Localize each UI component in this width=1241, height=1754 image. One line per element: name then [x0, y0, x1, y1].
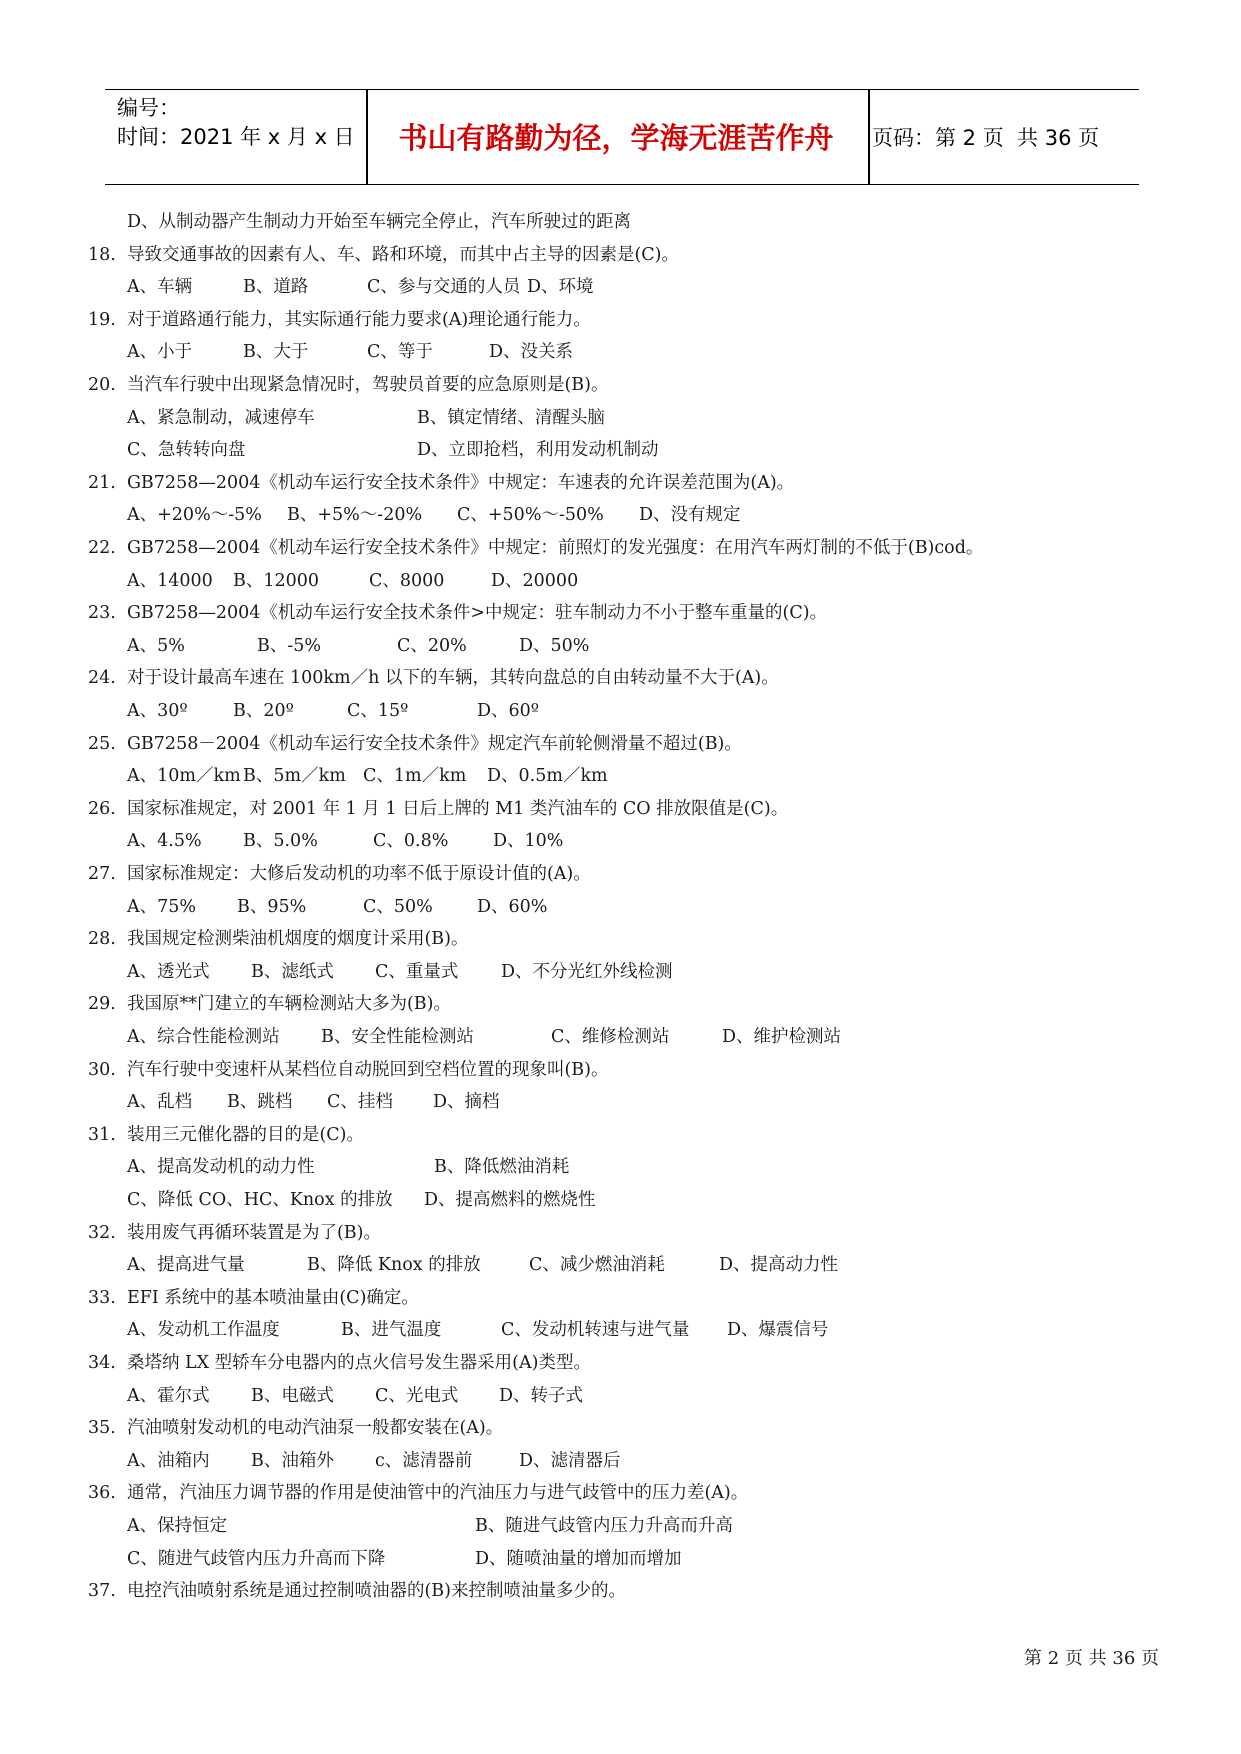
option-choice: D、环境 [527, 277, 594, 298]
header-divider [868, 90, 870, 184]
option-choice: B、随进气歧管内压力升高而升高 [475, 1516, 733, 1536]
option-choice: B、电磁式 [251, 1385, 334, 1406]
header-divider [366, 90, 368, 184]
option-choice: C、50% [363, 896, 433, 917]
question-stem: 37. 电控汽油喷射系统是通过控制喷油器的(B)来控制喷油量多少的。 [88, 1581, 626, 1602]
question-stem: 25. GB7258－2004《机动车运行安全技术条件》规定汽车前轮侧滑量不超过(B)。 [88, 733, 742, 754]
option-choice: B、跳档 [227, 1092, 293, 1113]
option-choice: C、等于 [367, 342, 433, 363]
option-choice: C、发动机转速与进气量 [501, 1320, 690, 1341]
option-choice: D、没有规定 [639, 505, 741, 526]
option-choice: A、发动机工作温度 [127, 1320, 280, 1341]
option-choice: C、8000 [369, 570, 445, 591]
option-choice: D、随喷油量的增加而增加 [475, 1548, 682, 1569]
option-choice: D、10% [493, 831, 564, 852]
option-choice: C、重量式 [375, 961, 459, 982]
option-choice: A、透光式 [127, 961, 210, 982]
option-choice: B、5m／km [243, 766, 346, 787]
option-choice: C、减少燃油消耗 [529, 1255, 665, 1276]
option-choice: D、20000 [491, 570, 579, 591]
page-header [105, 89, 1139, 185]
option-choice: D、转子式 [499, 1385, 584, 1406]
question-stem: 20. 当汽车行驶中出现紧急情况时，驾驶员首要的应急原则是(B)。 [88, 375, 609, 395]
question-stem: 29. 我国原**门建立的车辆检测站大多为(B)。 [88, 994, 451, 1015]
option-choice: A、75% [127, 896, 197, 917]
option-choice: D、60% [477, 896, 548, 917]
option-choice: B、12000 [233, 570, 320, 591]
option-choice: B、降低 Knox 的排放 [307, 1255, 481, 1276]
question-stem: 32. 装用废气再循环装置是为了(B)。 [88, 1222, 381, 1243]
option-choice: A、霍尔式 [127, 1385, 210, 1406]
option-choice: A、保持恒定 [127, 1516, 228, 1536]
option-choice: C、20% [397, 635, 467, 656]
option-choice: A、30º [127, 701, 188, 721]
option-choice: C、参与交通的人员 [367, 277, 521, 298]
question-stem: 31. 装用三元催化器的目的是(C)。 [88, 1124, 365, 1145]
question-stem: 24. 对于设计最高车速在 100km／h 以下的车辆，其转向盘总的自由转动量不大于(A)。 [88, 668, 779, 689]
option-choice: A、5% [127, 635, 185, 656]
question-stem: 22. GB7258—2004《机动车运行安全技术条件》中规定：前照灯的发光强度：在用汽车两灯制的不低于(B)cod。 [88, 538, 984, 558]
option-choice: c、滤清器前 [375, 1450, 473, 1471]
option-choice: C、1m／km [363, 766, 467, 787]
option-choice: B、油箱外 [251, 1450, 334, 1471]
option-choice: D、维护检测站 [722, 1027, 842, 1047]
question-stem: 36. 通常，汽油压力调节器的作用是使油管中的汽油压力与进气歧管中的压力差(A)。 [88, 1483, 749, 1504]
option-choice: D、提高动力性 [719, 1255, 839, 1276]
option-choice: D、爆震信号 [727, 1320, 829, 1341]
option-choice: B、-5% [257, 635, 322, 656]
option-choice: A、综合性能检测站 [127, 1027, 280, 1047]
option-choice: D、没关系 [489, 342, 574, 363]
option-choice: B、+5%～-20% [287, 505, 423, 526]
option-choice: A、提高进气量 [127, 1255, 245, 1276]
option-choice: A、油箱内 [127, 1450, 210, 1471]
question-stem: 30. 汽车行驶中变速杆从某档位自动脱回到空档位置的现象叫(B)。 [88, 1059, 609, 1080]
option-choice: B、20º [233, 701, 294, 721]
header-page-info: 页码：第 2 页 共 36 页 [872, 126, 1100, 150]
question-stem: 35. 汽油喷射发动机的电动汽油泵一般都安装在(A)。 [88, 1418, 504, 1439]
option-choice: B、95% [237, 896, 307, 917]
option-choice: D、0.5m／km [487, 766, 608, 787]
option-choice: D、滤清器后 [519, 1450, 621, 1471]
option-choice: C、光电式 [375, 1385, 459, 1406]
option-choice: A、小于 [127, 342, 193, 363]
option-choice: A、14000 [127, 570, 213, 591]
option-choice: D、不分光红外线检测 [501, 961, 673, 982]
option-choice: C、+50%～-50% [457, 505, 604, 526]
question-stem: 21. GB7258—2004《机动车运行安全技术条件》中规定：车速表的允许误差范围为(A)。 [88, 472, 795, 493]
option-choice: B、进气温度 [341, 1320, 442, 1341]
option-choice: B、镇定情绪、清醒头脑 [417, 407, 605, 428]
option-choice: D、60º [477, 701, 540, 721]
option-choice: D、提高燃料的燃烧性 [424, 1190, 596, 1210]
question-stem: 28. 我国规定检测柴油机烟度的烟度计采用(B)。 [88, 929, 469, 950]
option-choice: C、急转转向盘 [127, 440, 246, 461]
option-choice: C、随进气歧管内压力升高而下降 [127, 1548, 386, 1569]
option-choice: A、4.5% [127, 831, 202, 852]
time-label: 时间：2021 年 x 月 x 日 [117, 125, 355, 149]
question-stem: 19. 对于道路通行能力，其实际通行能力要求(A)理论通行能力。 [88, 309, 591, 330]
option-choice: A、10m／km [127, 766, 241, 787]
page-footer: 第 2 页 共 36 页 [1024, 1648, 1159, 1669]
number-label: 编号： [117, 96, 180, 120]
option-choice: B、安全性能检测站 [321, 1027, 474, 1047]
option-choice: D、50% [519, 635, 590, 656]
option-choice: C、0.8% [373, 831, 449, 852]
option-choice: A、乱档 [127, 1092, 193, 1113]
option-choice: D、立即抢档，利用发动机制动 [417, 440, 659, 461]
option-choice: C、维修检测站 [551, 1027, 670, 1047]
option-choice: B、滤纸式 [251, 961, 334, 982]
option-choice: A、紧急制动，减速停车 [127, 407, 315, 428]
question-stem: 33. EFI 系统中的基本喷油量由(C)确定。 [88, 1287, 419, 1308]
option-choice: B、道路 [243, 277, 309, 298]
option-choice: D、摘档 [433, 1092, 500, 1113]
option-choice: A、提高发动机的动力性 [127, 1157, 315, 1178]
question-stem: 18. 导致交通事故的因素有人、车、路和环境，而其中占主导的因素是(C)。 [88, 244, 679, 265]
option-choice: B、大于 [243, 342, 309, 363]
option-choice: A、+20%～-5% [127, 505, 262, 526]
option-choice: C、15º [347, 701, 409, 721]
option-choice: A、车辆 [127, 277, 193, 298]
question-stem: 23. GB7258—2004《机动车运行安全技术条件>中规定：驻车制动力不小于整车重量的(C)。 [88, 603, 828, 624]
question-stem: 34. 桑塔纳 LX 型轿车分电器内的点火信号发生器采用(A)类型。 [88, 1353, 591, 1373]
question-stem: 26. 国家标准规定，对 2001 年 1 月 1 日后上牌的 M1 类汽油车的 CO 排放限值是(C)。 [88, 798, 789, 819]
option-choice: C、挂档 [327, 1092, 393, 1113]
option-choice: B、降低燃油消耗 [434, 1157, 570, 1178]
option-choice: C、降低 CO、HC、Knox 的排放 [127, 1190, 393, 1210]
header-meta [117, 94, 355, 152]
option-choice: D、从制动器产生制动力开始至车辆完全停止，汽车所驶过的距离 [127, 212, 632, 232]
option-choice: B、5.0% [243, 831, 318, 852]
header-motto: 书山有路勤为径，学海无涯苦作舟 [398, 121, 834, 155]
question-stem: 27. 国家标准规定：大修后发动机的功率不低于原设计值的(A)。 [88, 864, 591, 884]
